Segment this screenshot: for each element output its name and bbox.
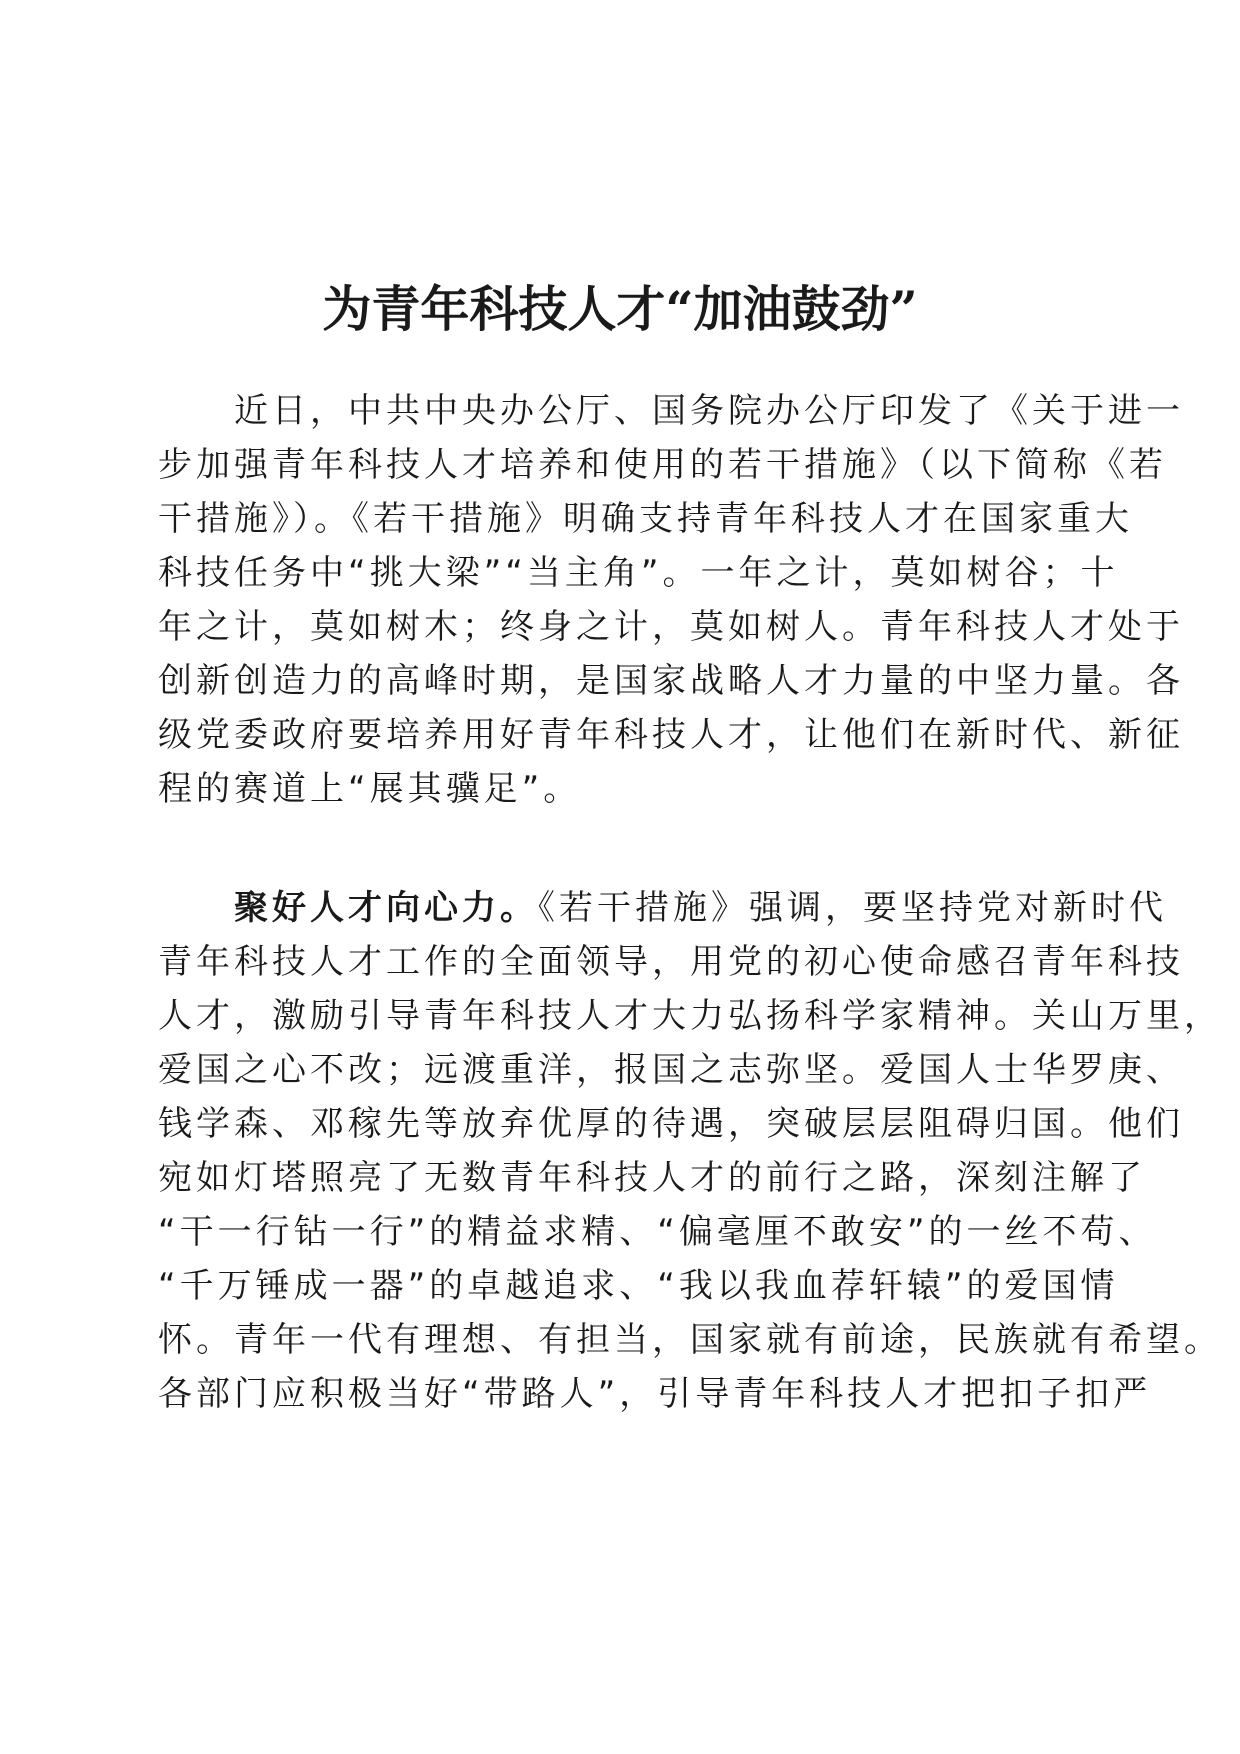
text-line: 爱国之心不改；远渡重洋，报国之志弥坚。爱国人士华罗庚、	[158, 1050, 1184, 1090]
indent	[158, 888, 234, 928]
text-line: 各部门应积极当好“带路人”，引导青年科技人才把扣子扣严	[158, 1374, 1152, 1414]
text-line: 科技任务中“挑大梁”“当主角”。一年之计，莫如树谷；十	[158, 553, 1119, 593]
section-lead: 聚好人才向心力。	[234, 888, 538, 928]
text-line: “千万锤成一器”的卓越追求、“我以我血荐轩辕”的爱国情	[158, 1266, 1119, 1306]
text-line: 人才，激励引导青年科技人才大力弘扬科学家精神。关山万里，	[158, 996, 1222, 1036]
page-title: 为青年科技人才“加油鼓劲”	[322, 279, 918, 338]
text-line: 青年科技人才工作的全面领导，用党的初心使命感召青年科技	[158, 942, 1184, 982]
text-line: 近日，中共中央办公厅、国务院办公厅印发了《关于进一	[158, 391, 1184, 431]
text-line: 程的赛道上“展其骥足”。	[158, 769, 582, 809]
text-line: 干措施》）。《若干措施》明确支持青年科技人才在国家重大	[158, 499, 1133, 539]
text-line: 怀。青年一代有理想、有担当，国家就有前途，民族就有希望。	[158, 1320, 1222, 1360]
text-line	[158, 881, 1167, 935]
paragraph-1	[158, 384, 1184, 816]
text-line: 级党委政府要培养用好青年科技人才，让他们在新时代、新征	[158, 715, 1184, 755]
text-line: “干一行钻一行”的精益求精、“偏毫厘不敢安”的一丝不苟、	[158, 1212, 1157, 1252]
text-line: 创新创造力的高峰时期，是国家战略人才力量的中坚力量。各	[158, 661, 1184, 701]
section-lead-rest: 《若干措施》强调，要坚持党对新时代	[538, 888, 1167, 928]
text-line: 钱学森、邓稼先等放弃优厚的待遇，突破层层阻碍归国。他们	[158, 1104, 1184, 1144]
text-line: 步加强青年科技人才培养和使用的若干措施》（以下简称《若	[158, 445, 1167, 485]
text-line: 宛如灯塔照亮了无数青年科技人才的前行之路，深刻注解了	[158, 1158, 1146, 1198]
text-line: 年之计，莫如树木；终身之计，莫如树人。青年科技人才处于	[158, 607, 1184, 647]
paragraph-2	[158, 881, 1222, 1421]
